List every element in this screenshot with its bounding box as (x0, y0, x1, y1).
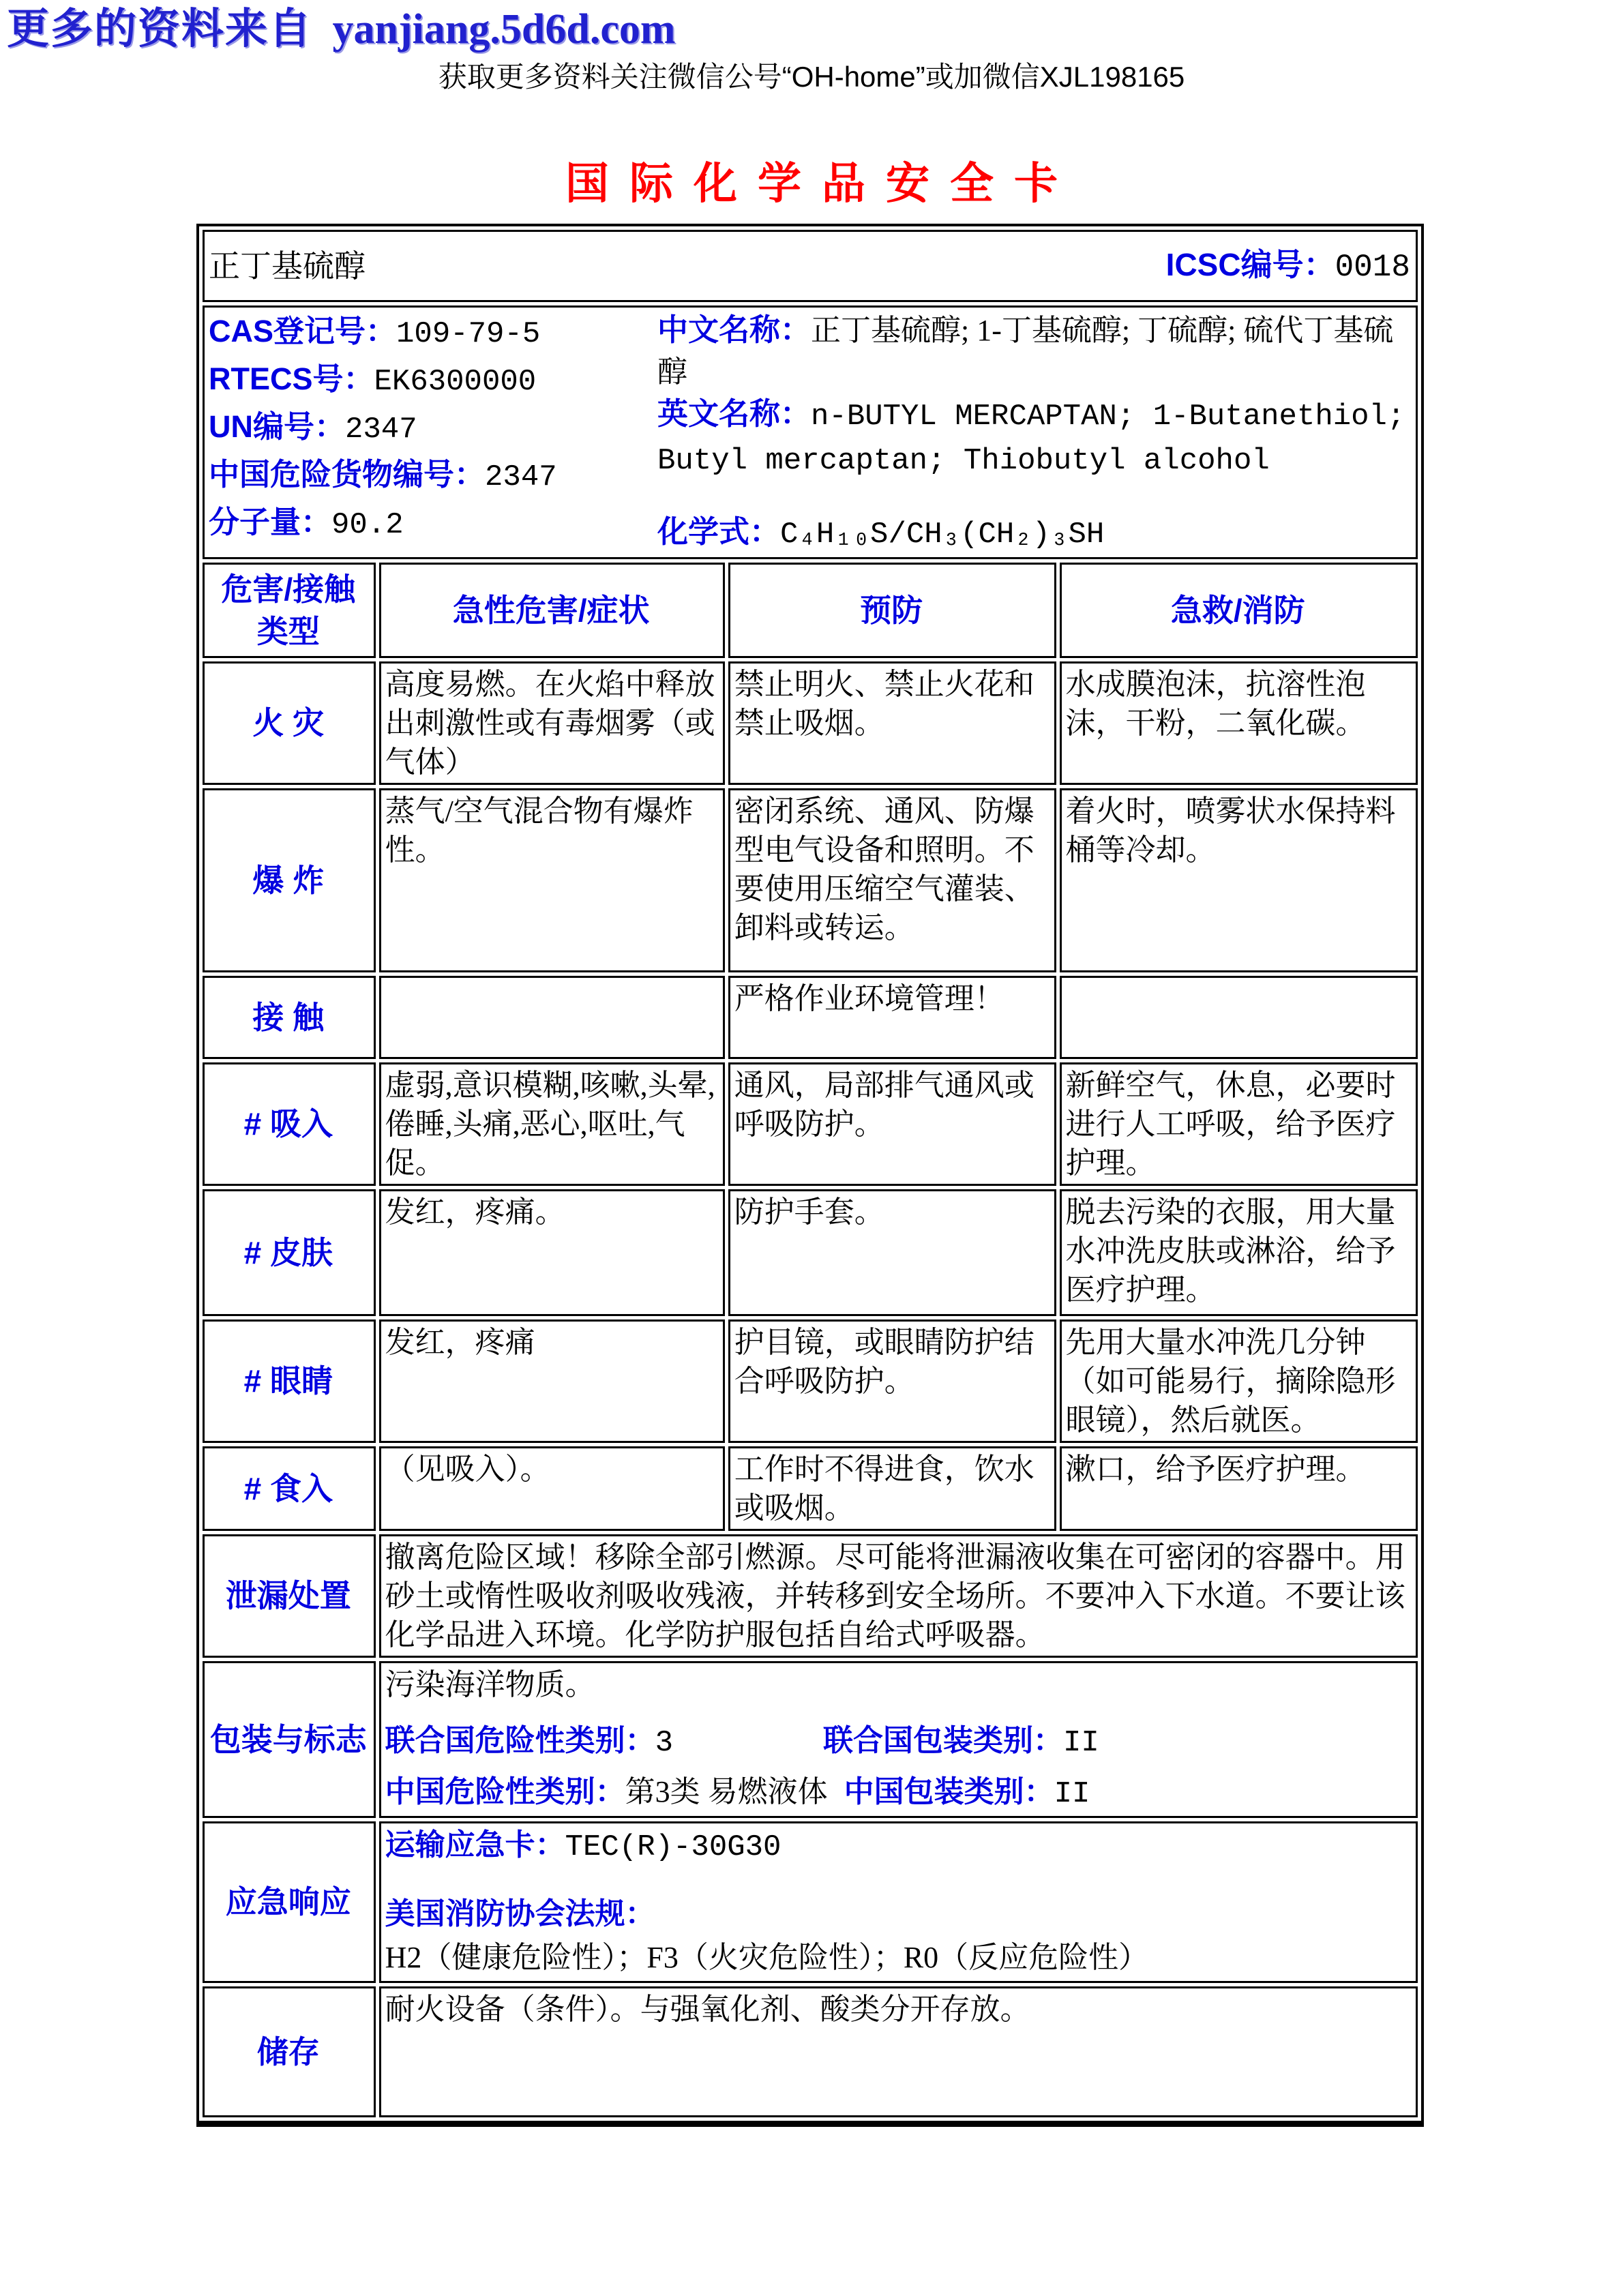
un-classification: 联合国危险性类别：3 联合国包装类别：II (385, 1724, 1099, 1760)
table-row-exposure (203, 976, 1418, 1059)
icsc-number (1166, 245, 1410, 287)
section-label-spill: 泄漏处置 (203, 1534, 376, 1658)
symptoms-cell: 发红，疼痛 (379, 1320, 725, 1443)
icsc-label: ICSC编号： (1165, 246, 1335, 282)
table-row-eyes (203, 1320, 1418, 1443)
table-row-emergency (203, 1821, 1418, 1983)
substance-name: 正丁基硫醇 (209, 248, 366, 284)
name-list (657, 309, 1410, 556)
table-row-ingestion (203, 1446, 1418, 1531)
identifiers-cell (203, 305, 1418, 559)
prevention-cell: 护目镜，或眼睛防护结合呼吸防护。 (728, 1320, 1056, 1443)
firstaid-cell (1060, 976, 1418, 1059)
firstaid-cell: 水成膜泡沫，抗溶性泡沫，干粉，二氧化碳。 (1060, 661, 1418, 785)
banner-text: 更多的资料来自 (7, 6, 313, 53)
firstaid-cell: 着火时，喷雾状水保持料桶等冷却。 (1060, 788, 1418, 972)
rtecs-number: RTECS号：EK6300000 (209, 361, 537, 399)
header-firstaid: 急救/消防 (1060, 563, 1418, 658)
hazard-type-label: # 食入 (203, 1446, 376, 1531)
marine-pollutant-note: 污染海洋物质。 (385, 1668, 595, 1701)
hazard-type-label: 爆 炸 (203, 788, 376, 972)
hazard-type-label: # 吸入 (203, 1062, 376, 1186)
table-row-packaging (203, 1661, 1418, 1818)
header-hazard-type: 危害/接触类型 (203, 563, 376, 658)
table-row-spill (203, 1534, 1418, 1658)
hazard-type-label: 火 灾 (203, 661, 376, 785)
prevention-cell: 防护手套。 (728, 1189, 1056, 1316)
table-header-row (203, 563, 1418, 658)
page-title: 国际化学品安全卡 (565, 159, 1078, 208)
english-names: 英文名称：n-BUTYL MERCAPTAN; 1-Butanethiol; Butyl mercaptan; Thiobutyl alcohol (657, 396, 1405, 478)
table-row-storage (203, 1986, 1418, 2117)
molecular-weight: 分子量：90.2 (209, 505, 404, 542)
prevention-cell: 严格作业环境管理！ (728, 976, 1056, 1059)
section-label-storage: 储存 (203, 1986, 376, 2117)
emergency-content (379, 1821, 1418, 1983)
identifiers-row (203, 305, 1418, 559)
wechat-subtitle: 获取更多资料关注微信公号“OH-home”或加微信XJL198165 (438, 61, 1185, 93)
storage-content: 耐火设备（条件）。与强氧化剂、酸类分开存放。 (379, 1986, 1418, 2117)
section-label-packaging: 包装与标志 (203, 1661, 376, 1818)
symptoms-cell (379, 976, 725, 1059)
table-row-explosion (203, 788, 1418, 972)
un-number: UN编号：2347 (209, 409, 417, 447)
table-row-skin (203, 1189, 1418, 1316)
section-label-emergency: 应急响应 (203, 1821, 376, 1983)
id-list (209, 309, 652, 556)
symptoms-cell: 发红，疼痛。 (379, 1189, 725, 1316)
symptoms-cell: 蒸气/空气混合物有爆炸性。 (379, 788, 725, 972)
firstaid-cell: 先用大量水冲洗几分钟（如可能易行，摘除隐形眼镜），然后就医。 (1060, 1320, 1418, 1443)
cas-number: CAS登记号：109-79-5 (209, 314, 541, 351)
prevention-cell: 通风，局部排气通风或呼吸防护。 (728, 1062, 1056, 1186)
symptoms-cell: 虚弱,意识模糊,咳嗽,头晕,倦睡,头痛,恶心,呕吐,气促。 (379, 1062, 725, 1186)
hazard-type-label: # 眼睛 (203, 1320, 376, 1443)
firstaid-cell: 脱去污染的衣服，用大量水冲洗皮肤或淋浴，给予医疗护理。 (1060, 1189, 1418, 1316)
hazard-type-label: 接 触 (203, 976, 376, 1059)
substance-cell (203, 230, 1418, 302)
prevention-cell: 禁止明火、禁止火花和禁止吸烟。 (728, 661, 1056, 785)
prevention-cell: 密闭系统、通风、防爆型电气设备和照明。不要使用压缩空气灌装、卸料或转运。 (728, 788, 1056, 972)
china-classification: 中国危险性类别：第3类 易燃液体 中国包装类别：II (385, 1775, 1090, 1811)
chinese-names: 中文名称：正丁基硫醇; 1-丁基硫醇; 丁硫醇; 硫代丁基硫醇 (657, 312, 1394, 389)
china-dg-number: 中国危险货物编号：2347 (209, 457, 557, 494)
banner-site-link[interactable]: yanjiang.5d6d.com (332, 6, 676, 53)
header-prevention: 预防 (728, 563, 1056, 658)
packaging-content (379, 1661, 1418, 1818)
firstaid-cell: 漱口，给予医疗护理。 (1060, 1446, 1418, 1531)
table-row-inhalation (203, 1062, 1418, 1186)
prevention-cell: 工作时不得进食，饮水或吸烟。 (728, 1446, 1056, 1531)
nfpa-code: 美国消防协会法规：H2（健康危险性）；F3（火灾危险性）；R0（反应危险性） (385, 1897, 1149, 1974)
banner (7, 4, 675, 55)
hazard-type-label: # 皮肤 (203, 1189, 376, 1316)
spill-content: 撤离危险区域！移除全部引燃源。尽可能将泄漏液收集在可密闭的容器中。用砂土或惰性吸收剂吸收残液，并转移到安全场所。不要冲入下水道。不要让该化学品进入环境。化学防护服包括自给式呼吸器。 (379, 1534, 1418, 1658)
symptoms-cell: （见吸入）。 (379, 1446, 725, 1531)
transport-emergency-card: 运输应急卡：TEC(R)-30G30 (385, 1828, 781, 1864)
firstaid-cell: 新鲜空气，休息，必要时进行人工呼吸，给予医疗护理。 (1060, 1062, 1418, 1186)
substance-row (203, 230, 1418, 302)
header-symptoms: 急性危害/症状 (379, 563, 725, 658)
symptoms-cell: 高度易燃。在火焰中释放出刺激性或有毒烟雾（或气体） (379, 661, 725, 785)
table-row-fire (203, 661, 1418, 785)
safety-card-table (196, 224, 1424, 2127)
icsc-value: 0018 (1335, 249, 1410, 285)
chemical-formula: 化学式：C₄H₁₀S/CH₃(CH₂)₃SH (657, 514, 1105, 552)
